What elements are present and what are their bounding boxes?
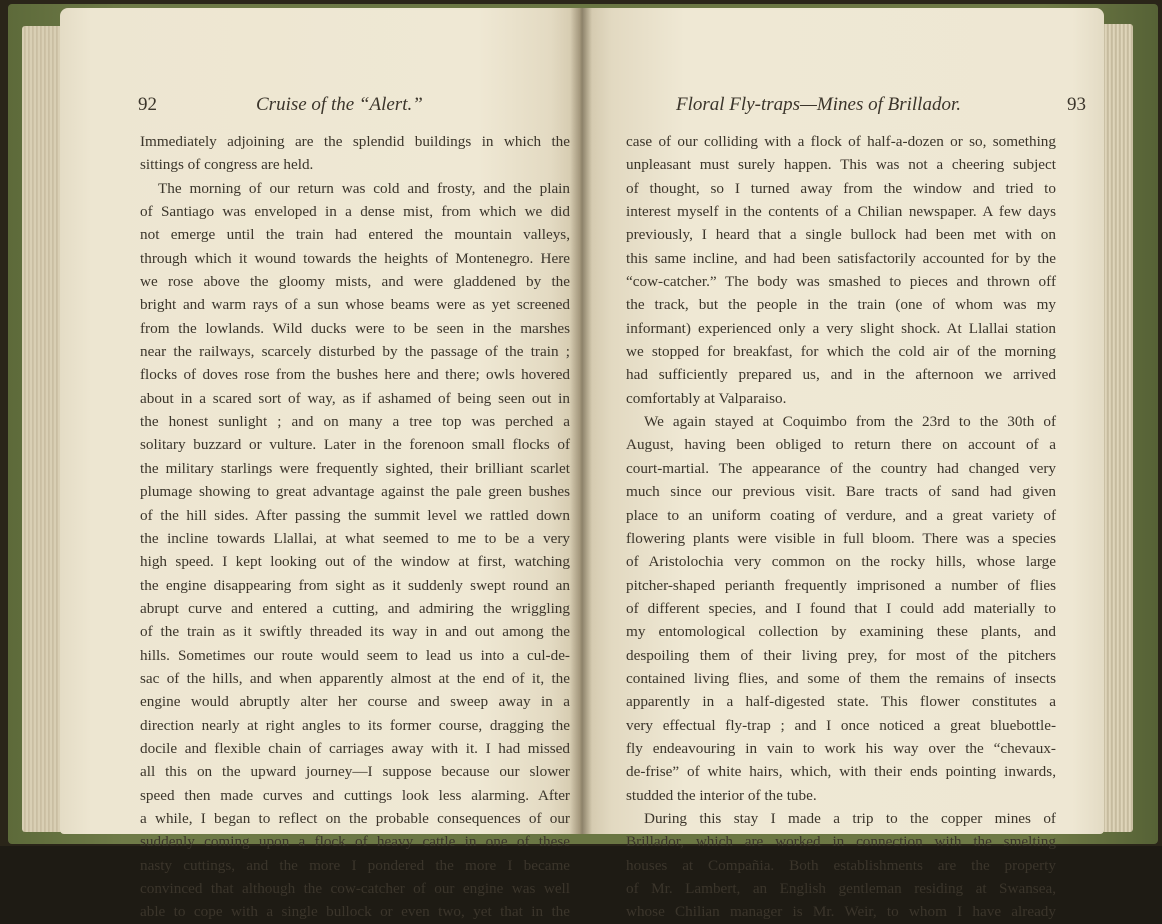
text-line: the honest sunlight ; and on many a tree top was perched a xyxy=(140,413,570,431)
text-line: docile and flexible chain of carriages away with it. I had missed xyxy=(140,739,570,757)
left-page-text xyxy=(140,130,570,924)
text-line: a while, I began to reflect on the probable consequences of our xyxy=(140,809,570,827)
text-line: place to an uniform coating of verdure, and a great variety of xyxy=(626,506,1056,524)
text-line: apparently in a half-digested state. This flower constitutes a xyxy=(626,693,1056,711)
text-line: sac of the hills, and when apparently almost at the end of it, the xyxy=(140,669,570,687)
text-line: contained living flies, and some of them the remains of insects xyxy=(626,669,1056,687)
text-line: “cow-catcher.” The body was smashed to pieces and thrown off xyxy=(626,273,1056,291)
text-line: previously, I heard that a single bullock had been met with on xyxy=(626,226,1056,244)
left-page-number: 92 xyxy=(138,94,157,115)
book-gutter xyxy=(570,8,592,834)
text-line: this same incline, and had been satisfactorily accounted for by the xyxy=(626,249,1056,267)
text-line: the incline towards Llallai, at what seemed to me to be a very xyxy=(140,529,570,547)
right-running-title: Floral Fly-traps—Mines of Brillador. xyxy=(676,94,961,115)
text-line: unpleasant must surely happen. This was not a cheering subject xyxy=(626,156,1056,174)
left-running-title: Cruise of the “Alert.” xyxy=(256,94,423,115)
text-line: able to cope with a single bullock or even two, yet that in the xyxy=(140,903,570,921)
text-line: de-frise” of white hairs, which, with their ends pointing inwards, xyxy=(626,763,1056,781)
right-page-text xyxy=(626,130,1056,924)
text-line: my entomological collection by examining these plants, and xyxy=(626,623,1056,641)
text-line: informant) experienced only a very slight shock. At Llallai station xyxy=(626,319,1056,337)
text-line: had sufficiently prepared us, and in the afternoon we arrived xyxy=(626,366,1056,384)
text-line: bright and warm rays of a sun whose beams were as yet screened xyxy=(140,296,570,314)
text-line: hills. Sometimes our route would seem to lead us into a cul-de- xyxy=(140,646,570,664)
text-line: houses at Compañia. Both establishments are the property xyxy=(626,856,1056,874)
text-line: direction nearly at right angles to its former course, dragging the xyxy=(140,716,570,734)
text-line: of the hill sides. After passing the summit level we rattled down xyxy=(140,506,570,524)
text-line: of Mr. Lambert, an English gentleman residing at Swansea, xyxy=(626,880,1056,897)
text-line: court-martial. The appearance of the country had changed very xyxy=(626,459,1056,477)
text-line: the military starlings were frequently sighted, their brilliant scarlet xyxy=(140,459,570,477)
text-line: despoiling them of their living prey, for most of the pitchers xyxy=(626,646,1056,664)
text-line: solitary buzzard or vulture. Later in the forenoon small flocks of xyxy=(140,436,570,454)
text-line: sittings of congress are held. xyxy=(140,156,314,174)
text-line: convinced that although the cow-catcher of our engine was well xyxy=(140,880,570,897)
text-line: pitcher-shaped perianth frequently imprisoned a number of flies xyxy=(626,576,1056,594)
text-line: flowering plants were visible in full bloom. There was a species xyxy=(626,529,1056,547)
text-line: whose Chilian manager is Mr. Weir, to whom I have already xyxy=(626,903,1056,921)
text-line: not emerge until the train had entered the mountain valleys, xyxy=(140,226,570,244)
right-page xyxy=(580,8,1104,921)
text-line: we rose above the gloomy mists, and were gladdened by the xyxy=(140,273,570,291)
text-line: very effectual fly-trap ; and I once noticed a great bluebottle- xyxy=(626,716,1056,734)
left-page-header xyxy=(138,94,570,118)
text-line: August, having been obliged to return there on account of a xyxy=(626,436,1056,454)
text-line: through which it wound towards the heights of Montenegro. Here xyxy=(140,249,570,267)
text-line: abrupt curve and entered a cutting, and admiring the wriggling xyxy=(140,599,570,617)
text-line: The morning of our return was cold and frosty, and the plain xyxy=(158,179,570,197)
right-page-header xyxy=(676,94,1086,118)
text-line: During this stay I made a trip to the copper mines of xyxy=(644,809,1056,827)
left-page xyxy=(60,8,582,921)
text-line: of different species, and I found that I could add materially to xyxy=(626,599,1056,617)
text-line: engine would abruptly alter her course and sweep away in a xyxy=(140,693,570,711)
text-line: Immediately adjoining are the splendid buildings in which the xyxy=(140,133,570,150)
text-line: comfortably at Valparaiso. xyxy=(626,389,787,407)
text-line: from the lowlands. Wild ducks were to be seen in the marshes xyxy=(140,319,570,337)
text-line: much since our previous visit. Bare tracts of sand had given xyxy=(626,483,1056,501)
text-line: plumage showing to great advantage against the pale green bushes xyxy=(140,483,570,501)
text-line: of thought, so I turned away from the window and tried to xyxy=(626,179,1056,197)
text-line: flocks of doves rose from the bushes here and there; owls hovered xyxy=(140,366,570,384)
text-line: fly endeavouring in vain to work his way over the “chevaux- xyxy=(626,739,1056,757)
text-line: interest myself in the contents of a Chilian newspaper. A few days xyxy=(626,203,1056,221)
text-line: of Aristolochia very common on the rocky hills, whose large xyxy=(626,553,1056,571)
text-line: nasty cuttings, and the more I pondered the more I became xyxy=(140,856,570,874)
text-line: near the railways, scarcely disturbed by the passage of the train ; xyxy=(140,343,570,361)
text-line: the track, but the people in the train (one of whom was my xyxy=(626,296,1056,314)
text-line: about in a scared sort of way, as if ashamed of being seen out in xyxy=(140,389,570,407)
text-line: studded the interior of the tube. xyxy=(626,786,817,804)
text-line: suddenly coming upon a flock of heavy cattle in one of these xyxy=(140,833,570,851)
text-line: we stopped for breakfast, for which the cold air of the morning xyxy=(626,343,1056,361)
text-line: Brillador, which are worked in connection with the smelting xyxy=(626,833,1056,851)
text-line: of Santiago was enveloped in a dense mist, from which we did xyxy=(140,203,570,221)
right-page-number: 93 xyxy=(1067,94,1086,115)
text-line: speed then made curves and cuttings look less alarming. After xyxy=(140,786,570,804)
text-line: case of our colliding with a flock of half-a-dozen or so, something xyxy=(626,133,1056,150)
text-line: the engine disappearing from sight as it suddenly swept round an xyxy=(140,576,570,594)
text-line: We again stayed at Coquimbo from the 23rd to the 30th of xyxy=(644,413,1056,431)
text-line: all this on the upward journey—I suppose because our slower xyxy=(140,763,570,781)
text-line: of the train as it swiftly threaded its way in and out among the xyxy=(140,623,570,641)
text-line: high speed. I kept looking out of the window at first, watching xyxy=(140,553,570,571)
